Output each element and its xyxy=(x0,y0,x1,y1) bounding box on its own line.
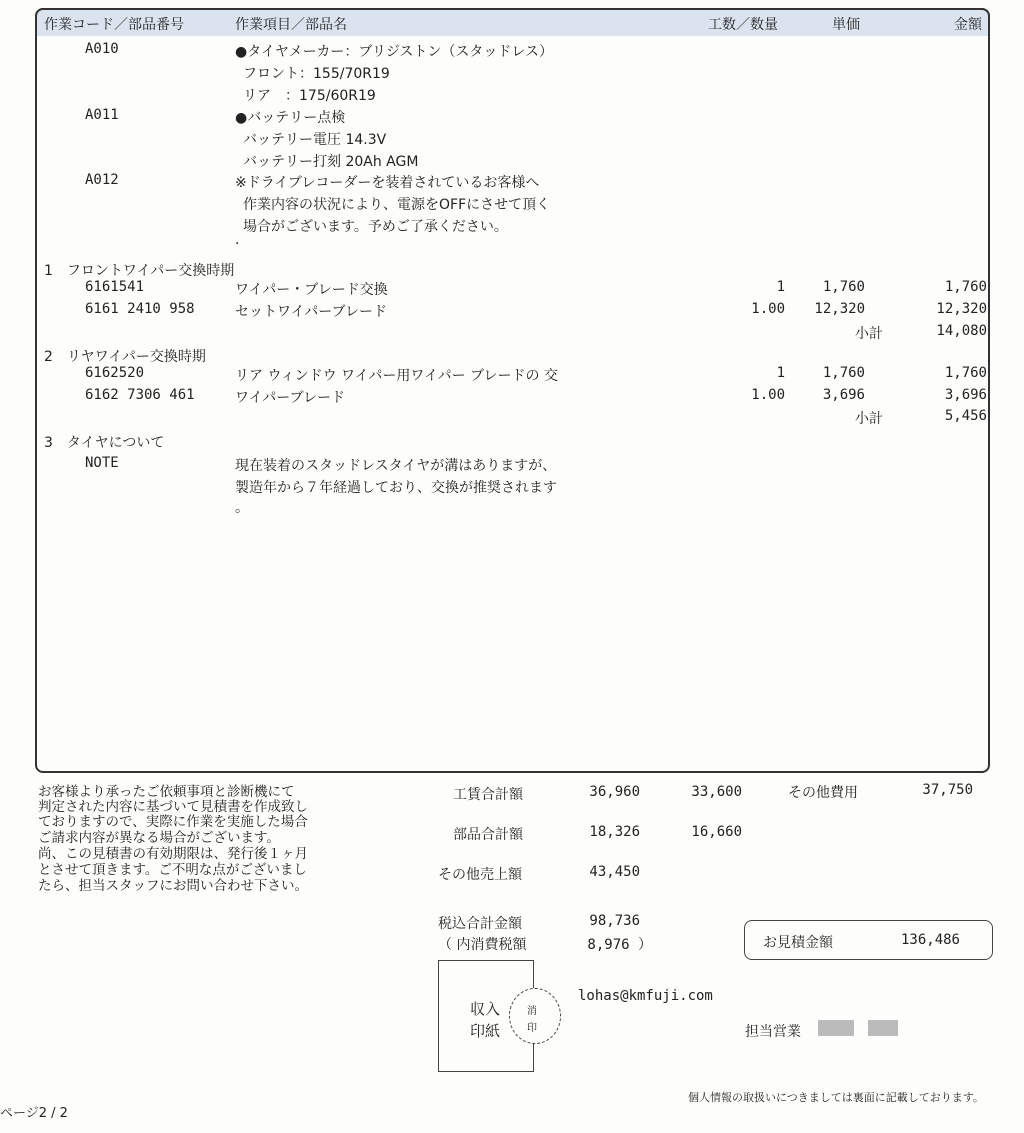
note-text: 製造年から７年経過しており、交換が推奨されます xyxy=(235,480,557,496)
item-text: フロント：155/70R19 xyxy=(243,66,390,82)
other-sales: 43,450 xyxy=(589,864,640,880)
amount: 1,760 xyxy=(944,365,987,381)
notice-line: とさせて頂きます。ご不明な点がございまし xyxy=(38,862,307,878)
subtotal-label: 小計 xyxy=(855,411,883,427)
consumption-tax-label: （ 内消費税額 xyxy=(438,937,527,953)
header-amount: 金額 xyxy=(954,17,982,33)
part-name: リア ウィンドウ ワイパー用ワイパー ブレードの 交 xyxy=(235,368,558,384)
item-text: バッテリー打刻 20Ah AGM xyxy=(243,154,419,170)
qty: 1.00 xyxy=(751,301,785,317)
tax-included-total: 98,736 xyxy=(589,913,640,929)
header-unit: 単価 xyxy=(832,17,860,33)
notice-line: お客様より承ったご依頼事項と診断機にて xyxy=(38,784,295,800)
labor-total: 36,960 xyxy=(589,784,640,800)
parts-total-net: 16,660 xyxy=(691,824,742,840)
note-text: 現在装着のスタッドレスタイヤが溝はありますが、 xyxy=(235,458,557,474)
header-code: 作業コード／部品番号 xyxy=(44,17,184,33)
other-sales-label: その他売上額 xyxy=(438,867,522,883)
header-item: 作業項目／部品名 xyxy=(235,17,347,33)
part-name: ワイパーブレード xyxy=(235,390,346,406)
notice-line: 尚、この見積書の有効期限は、発行後１ヶ月 xyxy=(38,846,308,862)
privacy-notice: 個人情報の取扱いにつきましては裏面に記載しております。 xyxy=(688,1091,984,1104)
part-code: 6162520 xyxy=(85,365,145,381)
notice-line: ご請求内容が異なる場合がございます。 xyxy=(38,830,280,846)
item-text: リア ：175/60R19 xyxy=(243,88,376,104)
email: lohas@kmfuji.com xyxy=(578,988,713,1004)
section-3-title: 3 タイヤについて xyxy=(44,435,165,451)
subtotal-label: 小計 xyxy=(855,326,883,342)
seal-label: 印 xyxy=(527,1023,537,1034)
part-name: ワイパー・ブレード交換 xyxy=(235,282,388,298)
header-qty: 工数／数量 xyxy=(708,17,778,33)
part-name: セットワイパーブレード xyxy=(235,304,388,320)
notice-line: ておりますので、実際に作業を実施した場合 xyxy=(38,814,308,830)
item-text: ●タイヤメーカー：ブリジストン（スタッドレス） xyxy=(235,44,553,60)
amount: 12,320 xyxy=(936,301,987,317)
item-text: ※ドライブレコーダーを装着されているお客様へ xyxy=(235,175,540,191)
qty: 1.00 xyxy=(751,387,785,403)
subtotal: 14,080 xyxy=(936,323,987,339)
estimate-total-label: お見積金額 xyxy=(763,935,833,951)
item-text: 作業内容の状況により、電源をOFFにさせて頂く xyxy=(243,197,551,213)
part-code: 6161541 xyxy=(85,279,145,295)
sales-rep-label: 担当営業 xyxy=(745,1024,801,1040)
consumption-tax: 8,976 ） xyxy=(587,937,652,953)
unit-price: 1,760 xyxy=(822,365,865,381)
item-text: バッテリー電圧 14.3V xyxy=(243,132,387,148)
labor-total-net: 33,600 xyxy=(691,784,742,800)
unit-price: 3,696 xyxy=(822,387,865,403)
stray-dot: . xyxy=(235,232,240,248)
section-1-title: 1 フロントワイパー交換時期 xyxy=(44,263,235,279)
parts-total-label: 部品合計額 xyxy=(453,827,523,843)
stamp-label: 収入 xyxy=(470,1000,501,1018)
qty: 1 xyxy=(776,279,785,295)
code-a010: A010 xyxy=(85,41,119,57)
unit-price: 1,760 xyxy=(822,279,865,295)
labor-total-label: 工賃合計額 xyxy=(453,787,523,803)
note-text: 。 xyxy=(235,500,249,516)
unit-price: 12,320 xyxy=(814,301,865,317)
notice-line: たら、担当スタッフにお問い合わせ下さい。 xyxy=(38,878,308,894)
part-code: 6161 2410 958 xyxy=(85,301,195,317)
section-2-title: 2 リヤワイパー交換時期 xyxy=(44,349,206,365)
qty: 1 xyxy=(776,365,785,381)
other-fee: 37,750 xyxy=(922,782,973,798)
redacted-name xyxy=(818,1020,854,1036)
estimate-total: 136,486 xyxy=(900,932,960,948)
note-code: NOTE xyxy=(85,455,119,471)
item-text: ●バッテリー点検 xyxy=(235,110,346,126)
item-text: 場合がございます。予めご了承ください。 xyxy=(243,219,508,235)
code-a012: A012 xyxy=(85,172,119,188)
subtotal: 5,456 xyxy=(944,408,987,424)
redacted-name xyxy=(868,1020,898,1036)
notice-line: 判定された内容に基づいて見積書を作成致し xyxy=(38,799,308,815)
amount: 1,760 xyxy=(944,279,987,295)
amount: 3,696 xyxy=(944,387,987,403)
code-a011: A011 xyxy=(85,107,119,123)
seal-label: 消 xyxy=(527,1006,537,1017)
other-fee-label: その他費用 xyxy=(788,785,858,801)
page-number: ページ2 / 2 xyxy=(0,1106,68,1121)
parts-total: 18,326 xyxy=(589,824,640,840)
part-code: 6162 7306 461 xyxy=(85,387,195,403)
stamp-label: 印紙 xyxy=(470,1022,501,1040)
tax-included-total-label: 税込合計金額 xyxy=(438,916,522,932)
